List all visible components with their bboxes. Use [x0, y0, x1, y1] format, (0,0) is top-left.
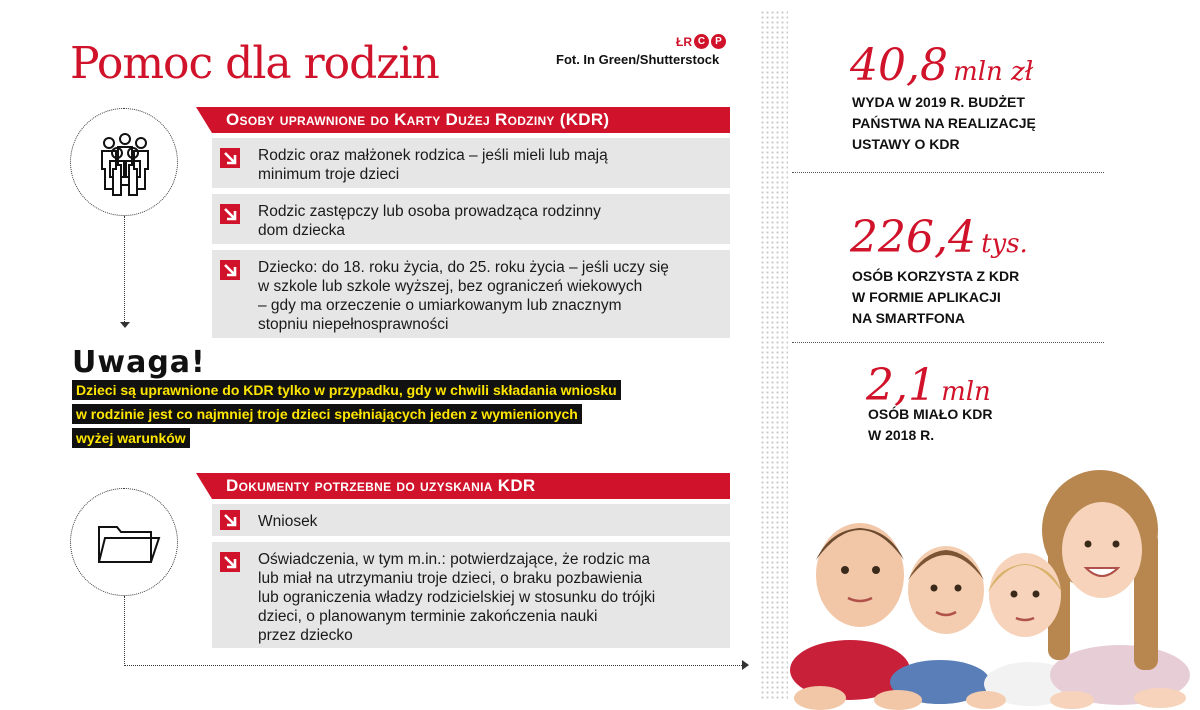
- arrow-down-right-icon: [220, 260, 240, 280]
- page-title: Pomoc dla rodzin: [70, 38, 439, 89]
- children-photo: [790, 470, 1200, 710]
- warning-line-2: w rodzinie jest co najmniej troje dzieci spełniających jeden z wymienionych: [72, 404, 582, 424]
- people-icon: [71, 109, 179, 217]
- section1-header: Osoby uprawnione do Karty Dużej Rodziny (KDR): [212, 107, 726, 133]
- item-line: dzieci, o planowanym terminie zakończenia nauki: [258, 608, 598, 625]
- connector-line: [124, 665, 742, 666]
- connector-line: [124, 596, 125, 666]
- folder-icon: [71, 489, 179, 597]
- stat-value-3: 2,1 mln: [866, 360, 991, 411]
- arrow-down-right-icon: [220, 204, 240, 224]
- item-line: minimum troje dzieci: [258, 166, 400, 183]
- arrow-down-right-icon: [220, 510, 240, 530]
- stat-value-1: 40,8 mln zł: [850, 40, 1034, 91]
- publisher-logo: [676, 34, 726, 49]
- item-line: przez dziecko: [258, 627, 353, 644]
- photo-credit: Fot. In Green/Shutterstock: [556, 52, 720, 67]
- logo-c: C: [694, 34, 709, 49]
- document-item-2: [212, 542, 730, 648]
- stat-desc-2: OSÓB KORZYSTA Z KDR W FORMIE APLIKACJI NA SMARTFONA: [852, 268, 1020, 326]
- warning-line-1: Dzieci są uprawnione do KDR tylko w przypadku, gdy w chwili składania wniosku: [72, 380, 621, 400]
- folder-icon-circle: [70, 488, 178, 596]
- stat-separator: [792, 342, 1104, 343]
- stat-separator: [792, 172, 1104, 173]
- warning-line-3: wyżej warunków: [72, 428, 190, 448]
- people-icon-circle: [70, 108, 178, 216]
- document-item-1: [212, 504, 730, 536]
- stat-desc-1: WYDA W 2019 R. BUDŻET PAŃSTWA NA REALIZACJĘ USTAWY O KDR: [852, 94, 1036, 152]
- section2-header: Dokumenty potrzebne do uzyskania KDR: [212, 473, 726, 499]
- eligibility-item-1: [212, 138, 730, 188]
- item-line: lub ograniczenia władzy rodzicielskiej w stosunku do trójki: [258, 589, 656, 606]
- item-line: Dziecko: do 18. roku życia, do 25. roku życia – jeśli uczy się: [258, 259, 669, 276]
- logo-p: P: [711, 34, 726, 49]
- item-line: stopniu niepełnosprawności: [258, 316, 449, 333]
- eligibility-item-3: [212, 250, 730, 338]
- logo-prefix: ŁR: [676, 34, 692, 49]
- stat-desc-3: OSÓB MIAŁO KDR W 2018 R.: [868, 406, 993, 443]
- connector-arrow: [742, 660, 749, 670]
- connector-line: [124, 216, 125, 324]
- item-line: Wniosek: [258, 513, 318, 530]
- item-line: Rodzic oraz małżonek rodzica – jeśli mieli lub mają: [258, 147, 608, 164]
- connector-arrow: [120, 322, 130, 328]
- dotted-divider: [760, 10, 788, 700]
- eligibility-item-2: [212, 194, 730, 244]
- stat-value-2: 226,4 tys.: [850, 212, 1028, 263]
- warning-heading: Uwaga!: [72, 345, 206, 380]
- item-line: lub miał na utrzymaniu troje dzieci, o braku pozbawienia: [258, 570, 643, 587]
- item-line: Rodzic zastępczy lub osoba prowadząca rodzinny: [258, 203, 601, 220]
- arrow-down-right-icon: [220, 148, 240, 168]
- item-line: dom dziecka: [258, 222, 346, 239]
- item-line: Oświadczenia, w tym m.in.: potwierdzające, że rodzic ma: [258, 551, 650, 568]
- item-line: w szkole lub szkole wyższej, bez ograniczeń wiekowych: [258, 278, 643, 295]
- arrow-down-right-icon: [220, 552, 240, 572]
- item-line: – gdy ma orzeczenie o umiarkowanym lub znacznym: [258, 297, 622, 314]
